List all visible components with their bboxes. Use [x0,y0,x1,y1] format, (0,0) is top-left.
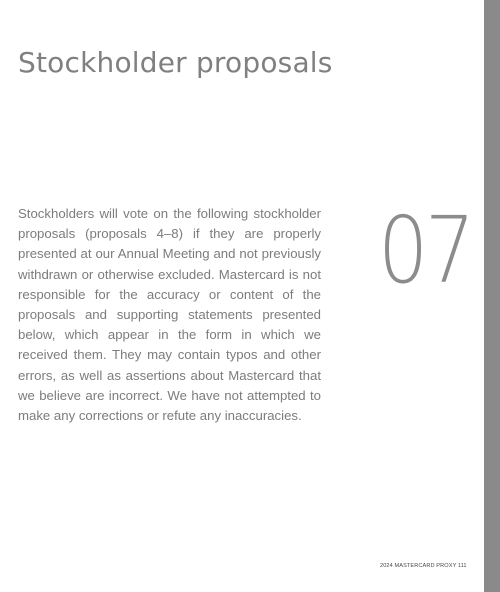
side-tab-bar [484,0,500,592]
section-number: 07 [378,197,472,304]
page-title: Stockholder proposals [18,46,333,79]
footer-document-title: 2024 MASTERCARD PROXY [380,563,457,569]
intro-paragraph: Stockholders will vote on the following stockholder proposals (proposals 4–8) if they are properly presented at our Annual Meeting and not previously withdrawn or otherwise excluded. Mastercard is not responsible for the accuracy or content of the proposals and supporting statements presented below, which appear in the form in which we received them. They may contain typos and other errors, as well as assertions about Mastercard that we believe are incorrect. We have not attempted to make any corrections or refute any inaccuracies. [18,206,321,424]
footer-page-number: 111 [458,563,467,569]
